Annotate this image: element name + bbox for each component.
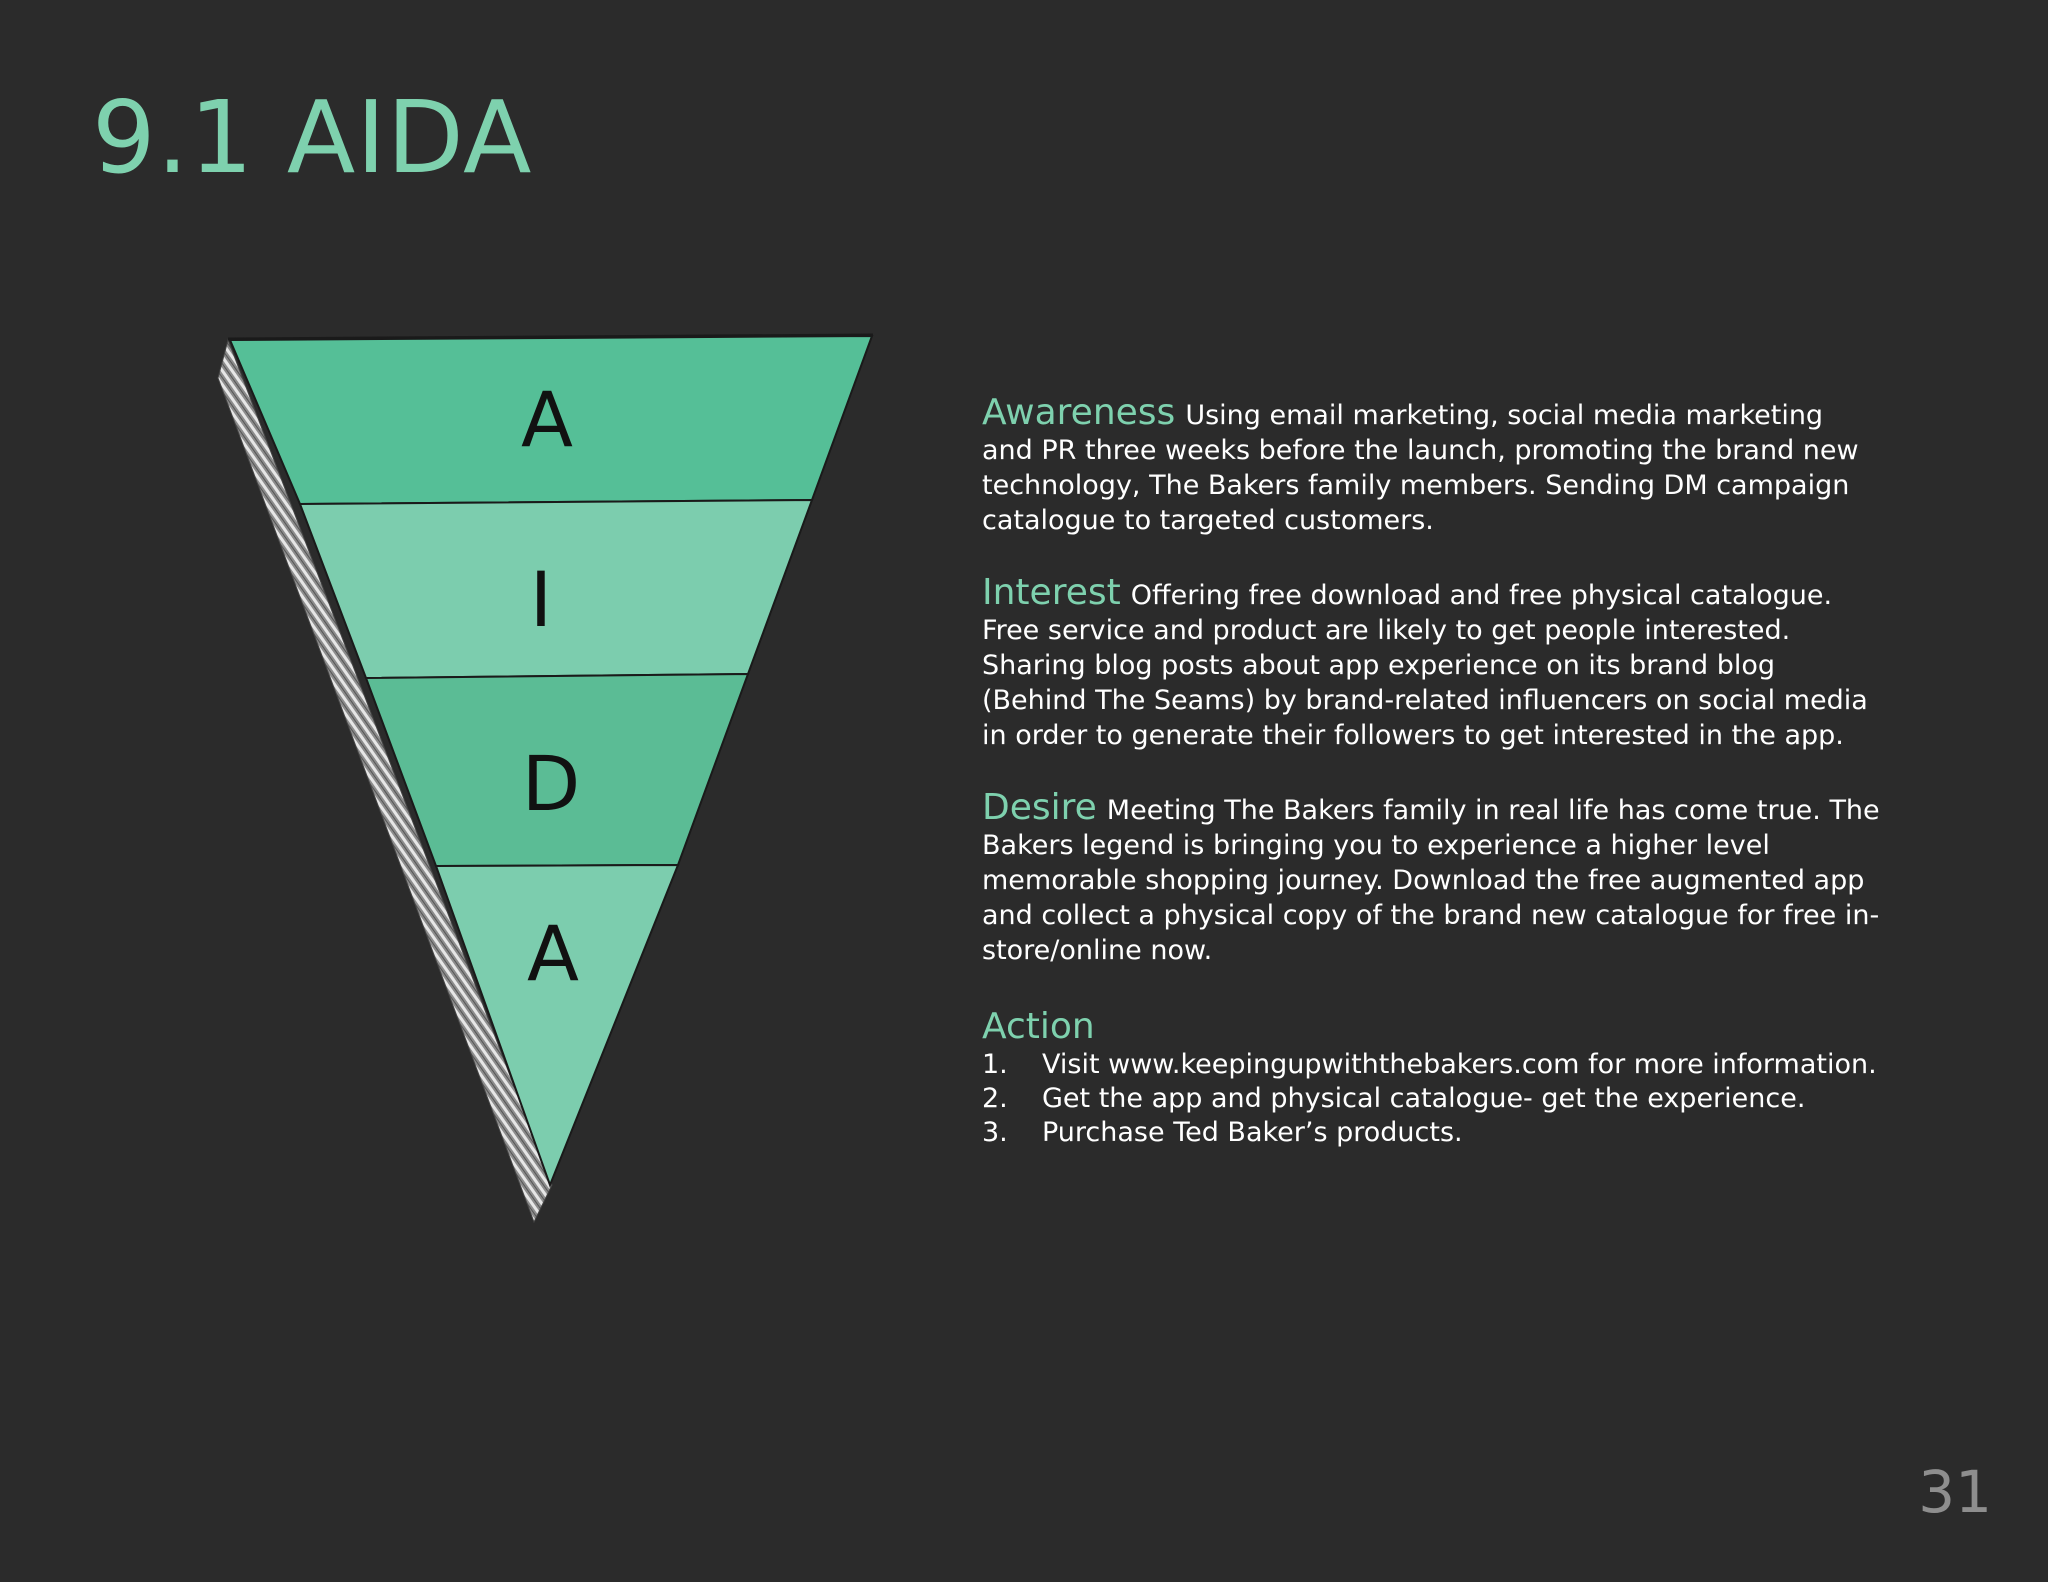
list-item-text: Get the app and physical catalogue- get the experience. bbox=[1042, 1083, 1806, 1114]
section-desire bbox=[982, 787, 1882, 968]
section-body: Offering free download and free physical catalogue. Free service and product are likely to get people interested. Sharing blog posts about app experience on its brand blog (Behind The Seams) by brand-related influencers on social media in order to generate their followers to get interested in the app. bbox=[982, 580, 1868, 751]
list-item bbox=[982, 1048, 1882, 1082]
funnel-letter-d-desire: D bbox=[521, 739, 581, 828]
aida-description bbox=[982, 392, 1882, 1188]
list-item-text: Purchase Ted Baker’s products. bbox=[1042, 1117, 1463, 1148]
section-heading: Awareness bbox=[982, 392, 1176, 433]
section-body: Using email marketing, social media marketing and PR three weeks before the launch, promoting the brand new technology, The Bakers family members. Sending DM campaign catalogue to targeted customers. bbox=[982, 400, 1859, 536]
section-awareness bbox=[982, 392, 1882, 538]
section-action bbox=[982, 1006, 1882, 1150]
list-item-text: Visit www.keepingupwiththebakers.com for more information. bbox=[1042, 1049, 1877, 1080]
section-heading: Action bbox=[982, 1006, 1095, 1047]
section-interest bbox=[982, 572, 1882, 753]
list-item-number: 3. bbox=[982, 1117, 1008, 1148]
section-heading: Desire bbox=[982, 787, 1097, 828]
section-body: Meeting The Bakers family in real life has come true. The Bakers legend is bringing you to experience a higher level memorable shopping journey. Download the free augmented app and collect a physical copy of the brand new catalogue for free in-store/online now. bbox=[982, 795, 1880, 966]
list-item bbox=[982, 1116, 1882, 1150]
page-title: 9.1 AIDA bbox=[92, 79, 533, 196]
list-item-number: 1. bbox=[982, 1049, 1008, 1080]
action-list bbox=[982, 1048, 1882, 1150]
page-number: 31 bbox=[1918, 1458, 1992, 1526]
funnel-letter-a-awareness: A bbox=[521, 375, 573, 464]
section-heading: Interest bbox=[982, 572, 1121, 613]
list-item bbox=[982, 1082, 1882, 1116]
funnel-letter-a-action: A bbox=[527, 909, 579, 998]
list-item-number: 2. bbox=[982, 1083, 1008, 1114]
funnel-band-interest bbox=[300, 500, 812, 678]
funnel-letter-i-interest: I bbox=[529, 555, 553, 644]
